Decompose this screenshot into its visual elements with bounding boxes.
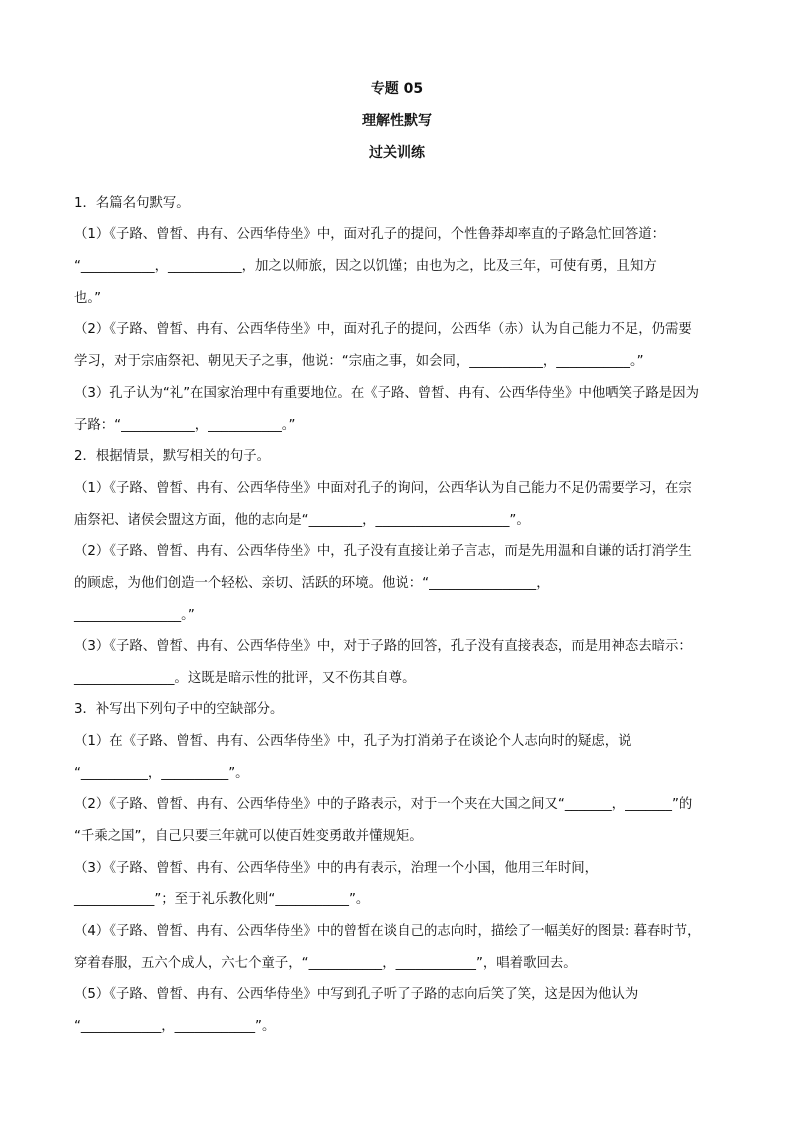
- question-1-2-line-1: （2）《子路、曾皙、冉有、公西华侍坐》中，面对孔子的提问，公西华（赤）认为自己能力不足，仍需要: [74, 322, 692, 337]
- question-1-1-line-3: 也。”: [74, 291, 102, 306]
- question-2-2-line-1: （2）《子路、曾皙、冉有、公西华侍坐》中，孔子没有直接让弟子言志，而是先用温和自谦的话打消学生: [74, 544, 692, 559]
- question-3-2-line-1: （2）《子路、曾皙、冉有、公西华侍坐》中的子路表示，对于一个夹在大国之间又“_______，_______”的: [74, 797, 693, 812]
- question-3-4-line-2: 穿着春服，五六个成人，六七个童子，“___________，____________”，唱着歌回去。: [74, 956, 577, 971]
- topic-heading: 专题 05: [370, 81, 424, 97]
- question-3-2-line-2: “千乘之国”，自己只要三年就可以使百姓变勇敢并懂规矩。: [74, 829, 423, 844]
- question-3-1-line-1: （1）在《子路、曾皙、冉有、公西华侍坐》中，孔子为打消弟子在谈论个人志向时的疑虑，说: [74, 734, 632, 749]
- question-2-1-line-2: 庙祭祀、诸侯会盟这方面，他的志向是“________，____________________”。: [74, 513, 530, 528]
- question-1-2-line-2: 学习，对于宗庙祭祀、朝见天子之事，他说：“宗庙之事，如会同，___________，___________。”: [74, 354, 644, 369]
- question-1-3-line-2: 子路：“___________，___________。”: [74, 418, 296, 433]
- question-3-3-line-2: ____________”；至于礼乐教化则“___________”。: [74, 892, 370, 907]
- question-3-5-line-2: “____________，____________”。: [74, 1019, 276, 1034]
- question-1-1-line-2: “___________，___________，加之以师旅，因之以饥馑；由也为之，比及三年，可使有勇，且知方: [74, 259, 657, 274]
- page-title: 理解性默写: [362, 113, 432, 129]
- question-3-5-line-1: （5）《子路、曾皙、冉有、公西华侍坐》中写到孔子听了子路的志向后笑了笑，这是因为他认为: [74, 987, 639, 1002]
- page-subtitle: 过关训练: [369, 145, 425, 161]
- question-2-heading: 2．根据情景，默写相关的句子。: [74, 449, 270, 464]
- question-2-2-line-2: 的顾虑，为他们创造一个轻松、亲切、活跃的环境。他说：“________________，: [74, 576, 550, 591]
- question-2-1-line-1: （1）《子路、曾皙、冉有、公西华侍坐》中面对孔子的询问，公西华认为自己能力不足仍需要学习，在宗: [74, 481, 692, 496]
- question-3-3-line-1: （3）《子路、曾皙、冉有、公西华侍坐》中的冉有表示，治理一个小国，他用三年时间，: [74, 861, 599, 876]
- question-2-2-line-3: ________________。”: [74, 608, 195, 623]
- question-3-1-line-2: “__________，__________”。: [74, 766, 249, 781]
- question-2-3-line-2: _______________。这既是暗示性的批评，又不伤其自尊。: [74, 671, 416, 686]
- question-1-3-line-1: （3）孔子认为“礼”在国家治理中有重要地位。在《子路、曾皙、冉有、公西华侍坐》中他哂笑子路是因为: [74, 386, 699, 401]
- question-3-heading: 3．补写出下列句子中的空缺部分。: [74, 702, 284, 717]
- question-1-heading: 1．名篇名句默写。: [74, 196, 190, 211]
- question-3-4-line-1: （4）《子路、曾皙、冉有、公西华侍坐》中的曾皙在谈自己的志向时，描绘了一幅美好的图景: 暮春时节，: [74, 924, 701, 939]
- question-1-1-line-1: （1）《子路、曾皙、冉有、公西华侍坐》中，面对孔子的提问，个性鲁莽却率直的子路急忙回答道：: [74, 227, 666, 242]
- question-2-3-line-1: （3）《子路、曾皙、冉有、公西华侍坐》中，对于子路的回答，孔子没有直接表态，而是用神态去暗示：: [74, 639, 692, 654]
